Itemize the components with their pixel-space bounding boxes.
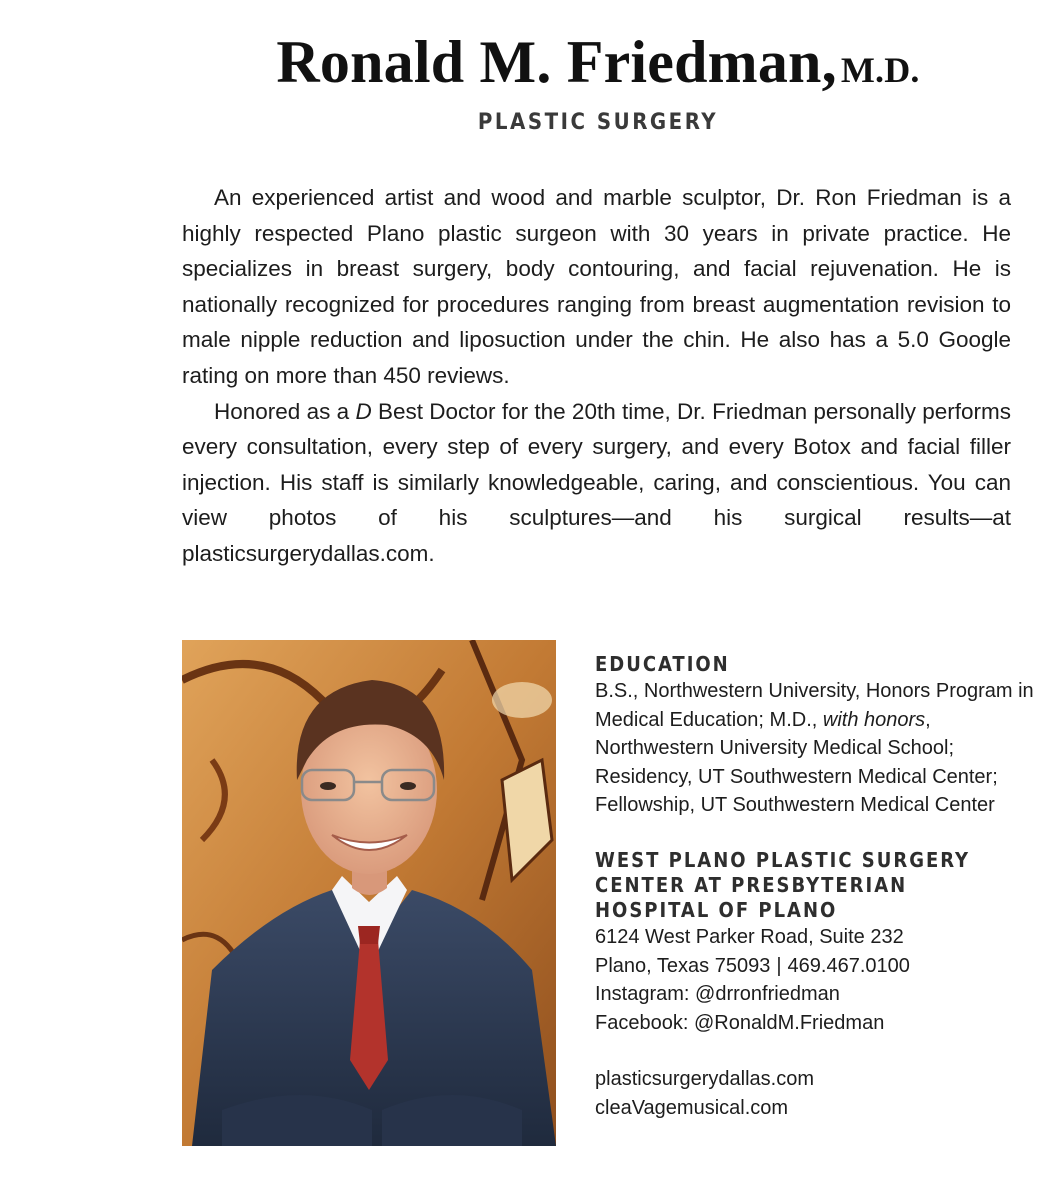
magazine-name: D: [355, 398, 372, 424]
doctor-name: Ronald M. Friedman,: [276, 29, 837, 95]
practice-heading-line-3: HOSPITAL OF PLANO: [595, 897, 838, 922]
practice-address: 6124 West Parker Road, Suite 232: [595, 925, 904, 948]
education-text: [595, 677, 1035, 820]
specialty-label: PLASTIC SURGERY: [477, 110, 719, 135]
website-links: [595, 1065, 1035, 1122]
profile-header: [0, 26, 1046, 135]
bio-paragraph-2: [182, 394, 1011, 572]
instagram-handle[interactable]: Instagram: @drronfriedman: [595, 983, 840, 1006]
bio-text: [182, 180, 1011, 572]
bio-p2-start: Honored as a: [214, 398, 356, 424]
website-link-cleavagemusical[interactable]: cleaVagemusical.com: [595, 1096, 789, 1119]
practice-city: Plano, Texas 75093: [595, 954, 771, 977]
bio-paragraph-1: An experienced artist and wood and marble sculptor, Dr. Ron Friedman is a highly respected Plano plastic surgeon with 30 years in private practice. He specializes in breast surgery, body contouring, and facial rejuvenation. He is nationally recognized for procedures ranging from breast augmentation revision to male nipple reduction and liposuction under the chin. He also has a 5.0 Google rating on more than 450 reviews.: [182, 185, 1011, 388]
separator: |: [776, 954, 782, 977]
doctor-credentials: M.D.: [840, 50, 920, 90]
sidebar-info: [595, 652, 1035, 1123]
practice-heading-line-1: WEST PLANO PLASTIC SURGERY: [595, 847, 971, 872]
practice-city-phone: [595, 952, 1035, 981]
website-link-plasticsurgerydallas[interactable]: plasticsurgerydallas.com: [595, 1068, 814, 1091]
practice-contact: [595, 923, 1035, 1037]
education-text-start: B.S., Northwestern University, Honors Program in Medical Education; M.D.,: [595, 680, 1034, 731]
practice-heading-line-2: CENTER AT PRESBYTERIAN: [595, 872, 908, 897]
practice-heading: [595, 848, 1035, 923]
education-honors: with honors: [822, 708, 926, 731]
facebook-handle[interactable]: Facebook: @RonaldM.Friedman: [595, 1011, 885, 1034]
education-heading: EDUCATION: [595, 652, 730, 676]
education-text-end: , Northwestern University Medical School; Residency, UT Southwestern Medical Center; Fellowship, UT Southwestern Medical Center: [595, 708, 998, 817]
practice-phone[interactable]: 469.467.0100: [787, 954, 910, 977]
bio-p2-end: Best Doctor for the 20th time, Dr. Friedman personally performs every consultation, every step of every surgery, and every Botox and facial filler injection. His staff is similarly knowledgeable, caring, and conscientious. You can view photos of his sculptures—and his surgical results—at plasticsurgerydallas.com.: [182, 398, 1011, 566]
doctor-portrait-photo: [182, 640, 556, 1146]
doctor-name-heading: [150, 26, 1046, 106]
